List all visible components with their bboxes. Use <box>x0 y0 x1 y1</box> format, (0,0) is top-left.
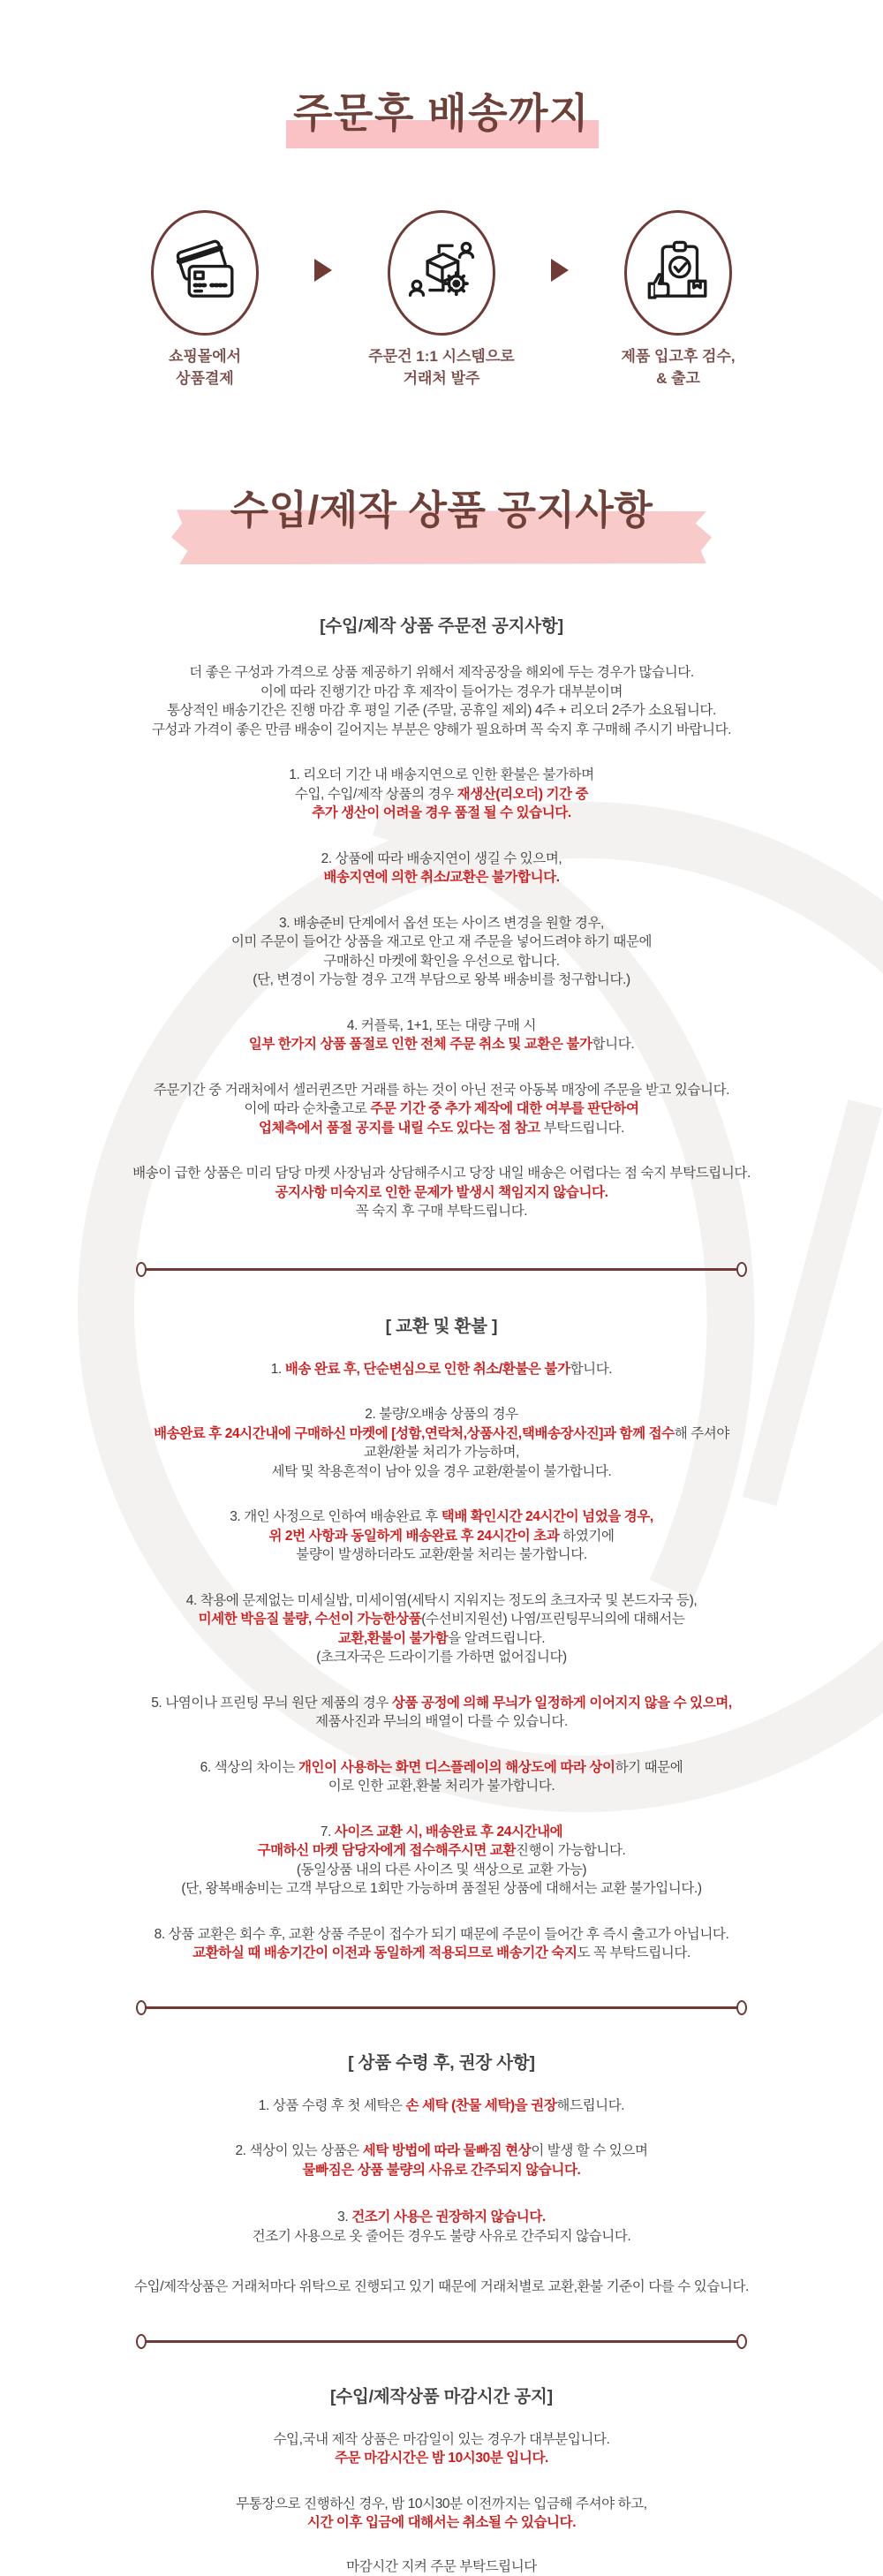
text-segment: 2. 상품에 따라 배송지연이 생길 수 있으며, <box>321 850 562 866</box>
text-segment: 물빠짐은 상품 불량의 사유로 간주되지 않습니다. <box>302 2162 581 2178</box>
step-label <box>368 346 514 389</box>
text-line <box>18 1758 865 1778</box>
divider-rule <box>146 2340 737 2343</box>
step-label-line2: 거래처 발주 <box>403 369 480 387</box>
text-segment: 주문 마감시간은 밤 10시30분 입니다. <box>335 2451 548 2466</box>
text-line <box>18 1925 865 1945</box>
text-segment: 배송지연에 의한 취소/교환은 불가합니다. <box>323 870 560 886</box>
text-segment: 배송이 급한 상품은 미리 담당 마켓 사장님과 상담해주시고 당장 내일 배송은 어렵다는 점 숙지 부탁드립니다. <box>132 1166 751 1182</box>
divider-end-dot <box>736 1262 747 1277</box>
text-line <box>18 1527 865 1546</box>
text-line <box>18 1629 865 1649</box>
text-segment: 8. 상품 교환은 회수 후, 교환 상품 주문이 접수가 되기 때문에 주문이 들어간 후 즉시 출고가 아닙니다. <box>154 1926 729 1942</box>
step-label-line2: 상품결제 <box>176 369 234 387</box>
page-title-text: 주문후 배송까지 <box>293 90 590 136</box>
text-segment: 배송완료 후 24시간내에 구매하신 마켓에 [성함,연락처,상품사진,택배송장사진]과 함께 접수 <box>154 1425 675 1441</box>
text-segment: 교환하실 때 배송기간이 이전과 동일하게 적용되므로 배송기간 숙지 <box>192 1945 577 1961</box>
text-segment: 하기 때문에 <box>615 1759 683 1775</box>
text-line <box>18 2278 865 2297</box>
text-line <box>18 952 865 971</box>
text-line <box>18 701 865 721</box>
text-segment: 해 주셔야 <box>674 1425 729 1441</box>
pre-order-notice-heading <box>18 616 865 637</box>
text-line <box>18 868 865 888</box>
deadline-item-2 <box>18 2495 865 2533</box>
text-line <box>18 850 865 869</box>
process-step-inspection <box>573 210 783 389</box>
text-segment: 합니다. <box>570 1361 613 1377</box>
exchange-item-7 <box>18 1823 865 1899</box>
step-label-line1: 제품 입고후 검수, <box>621 348 736 365</box>
text-segment: [ 상품 수령 후, 권장 사항] <box>348 2052 535 2073</box>
text-segment: 수입,국내 제작 상품은 마감일이 있는 경우가 대부분입니다. <box>273 2431 610 2447</box>
section-divider <box>136 2334 747 2349</box>
section-divider <box>136 2000 747 2015</box>
text-segment: 구매하신 마켓에 확인을 우선으로 합니다. <box>323 953 560 969</box>
text-line <box>18 1405 865 1424</box>
text-line <box>18 2449 865 2468</box>
text-line <box>18 1823 865 1842</box>
text-segment: 구매하신 마켓 담당자에게 접수해주시면 교환 <box>257 1843 517 1859</box>
text-segment: 주문 기간 중 추가 제작에 대한 여부를 판단하여 <box>370 1101 639 1117</box>
text-line <box>18 766 865 785</box>
process-step-order-system <box>336 210 547 389</box>
text-segment: 4. 착용에 문제없는 미세실밥, 미세이염(세탁시 지워지는 정도의 초크자국 및 본드자국 등), <box>185 1592 698 1608</box>
text-segment: 1. 리오더 기간 내 배송지연으로 인한 환불은 불가하며 <box>289 767 594 783</box>
step-label-line1: 주문건 1:1 시스템으로 <box>368 348 515 365</box>
text-segment: 더 좋은 구성과 가격으로 상품 제공하기 위해서 제작공장을 해외에 두는 경우가 많습니다. <box>189 665 694 681</box>
text-segment: 진행이 가능합니다. <box>516 1843 626 1859</box>
text-line <box>18 1443 865 1462</box>
urgent-shipping-paragraph <box>18 1164 865 1221</box>
text-segment: 배송 완료 후, 단순변심으로 인한 취소/환불은 불가 <box>284 1361 570 1377</box>
text-line <box>18 2208 865 2227</box>
inspection-icon <box>641 236 715 310</box>
text-segment: 교환/환불 처리가 가능하며, <box>364 1445 519 1461</box>
text-line <box>18 1016 865 1036</box>
text-segment: 택배 확인시간 24시간이 넘었을 경우, <box>441 1509 653 1525</box>
text-segment: 부탁드립니다. <box>540 1120 625 1136</box>
divider-end-dot <box>736 2000 747 2015</box>
text-line <box>18 1861 865 1880</box>
text-segment: 불량이 발생하더라도 교환/환불 처리는 불가합니다. <box>296 1547 587 1563</box>
text-segment: 1. <box>270 1361 285 1377</box>
step-circle <box>388 210 495 336</box>
pre-order-item-4 <box>18 1016 865 1054</box>
text-line <box>18 1119 865 1138</box>
text-segment: 이로 인한 교환,환불 처리가 불가합니다. <box>328 1779 555 1794</box>
text-segment: 제품사진과 무늬의 배열이 다를 수 있습니다. <box>315 1714 568 1730</box>
text-segment: 6. 색상의 차이는 <box>200 1759 298 1775</box>
text-segment: [수입/제작 상품 주문전 공지사항] <box>320 616 563 637</box>
step-circle <box>151 210 259 336</box>
text-segment: 이미 주문이 들어간 상품을 재고로 안고 재 주문을 넣어드려야 하기 때문에 <box>230 934 653 950</box>
text-line <box>18 1944 865 1963</box>
exchange-item-1 <box>18 1360 865 1379</box>
text-line <box>18 2161 865 2180</box>
text-segment: 해드립니다. <box>556 2097 625 2113</box>
text-line <box>18 971 865 990</box>
after-receipt-heading <box>18 2052 865 2074</box>
text-segment: 업체측에서 품절 공지를 내릴 수도 있다는 점 참고 <box>258 1120 540 1136</box>
text-line <box>18 804 865 823</box>
step-label <box>169 346 241 389</box>
divider-end-dot <box>736 2334 747 2349</box>
text-segment: 합니다. <box>592 1037 635 1053</box>
text-segment: 추가 생산이 어려울 경우 품절 될 수 있습니다. <box>312 805 571 821</box>
text-segment: 재생산(리오더) 기간 중 <box>457 786 589 802</box>
text-segment: 손 세탁 (찬물 세탁)을 권장 <box>405 2097 557 2113</box>
text-line <box>18 933 865 952</box>
text-line <box>18 1610 865 1629</box>
text-segment: 건조기 사용은 권장하지 않습니다. <box>351 2210 546 2225</box>
text-line <box>18 1545 865 1565</box>
text-segment: 일부 한가지 상품 품절로 인한 전체 주문 취소 및 교환은 불가 <box>248 1037 592 1053</box>
exchange-item-3 <box>18 1507 865 1565</box>
step-circle <box>624 210 732 336</box>
text-segment: 통상적인 배송기간은 진행 마감 후 평일 기준 (주말, 공휴일 제외) 4주 + 리오더 2주가 소요됩니다. <box>167 703 716 719</box>
care-item-3 <box>18 2208 865 2246</box>
text-segment: (초크자국은 드라이기를 가하면 없어집니다) <box>316 1650 567 1666</box>
text-segment: 5. 나염이나 프린팅 무늬 원단 제품의 경우 <box>151 1695 392 1711</box>
text-segment: 꼭 숙지 후 구매 부탁드립니다. <box>355 1204 528 1220</box>
text-line <box>18 1316 865 1337</box>
text-segment: 3. 개인 사정으로 인하여 배송완료 후 <box>230 1509 442 1525</box>
text-line <box>18 2096 865 2116</box>
text-segment: 2. 불량/오배송 상품의 경우 <box>365 1407 518 1423</box>
pre-order-item-3 <box>18 914 865 990</box>
text-line <box>18 1035 865 1054</box>
text-segment: 하였기에 <box>559 1528 615 1544</box>
text-segment: (단, 왕복배송비는 고객 부담으로 1회만 가능하며 품절된 상품에 대해서는 교환 불가입니다.) <box>181 1881 702 1897</box>
text-line <box>18 1360 865 1379</box>
text-line <box>18 663 865 683</box>
text-line <box>18 683 865 702</box>
text-segment: 1. 상품 수령 후 첫 세탁은 <box>258 2097 406 2113</box>
text-segment: [수입/제작상품 마감시간 공지] <box>330 2386 553 2406</box>
text-segment: 3. 배송준비 단계에서 옵션 또는 사이즈 변경을 원할 경우, <box>279 915 604 931</box>
pre-order-item-2 <box>18 850 865 888</box>
sequential-shipping-paragraph <box>18 1081 865 1138</box>
text-segment: 이에 따라 순차출고로 <box>244 1101 371 1117</box>
text-line <box>18 1081 865 1100</box>
text-segment: 미세한 박음질 불량, 수선이 가능한상품 <box>198 1612 422 1628</box>
text-line <box>18 2495 865 2514</box>
deadline-item-1 <box>18 2430 865 2468</box>
text-line <box>18 1879 865 1899</box>
text-segment: 시간 이후 입금에 대해서는 취소될 수 있습니다. <box>306 2515 577 2531</box>
text-segment: 3. <box>337 2210 352 2225</box>
text-segment: 7. <box>320 1824 335 1839</box>
text-segment: 공지사항 미숙지로 인한 문제가 발생시 책임지지 않습니다. <box>275 1184 608 1200</box>
arrow-right-icon <box>310 210 336 330</box>
notice-title-text: 수입/제작 상품 공지사항 <box>230 487 653 533</box>
text-segment: [ 교환 및 환불 ] <box>385 1316 498 1336</box>
text-segment: 세탁 방법에 따라 물빠짐 현상 <box>362 2143 532 2159</box>
text-line <box>18 2386 865 2407</box>
text-line <box>18 1462 865 1482</box>
text-segment: 수입, 수입/제작 상품의 경우 <box>294 786 457 802</box>
exchange-item-2 <box>18 1405 865 1481</box>
text-segment: 사이즈 교환 시, 배송완료 후 24시간내에 <box>334 1824 563 1839</box>
page-title <box>0 0 883 140</box>
text-line <box>18 1777 865 1796</box>
text-line <box>18 1183 865 1203</box>
text-line <box>18 1841 865 1861</box>
text-line <box>18 1507 865 1527</box>
text-line <box>18 1694 865 1713</box>
text-line <box>18 1202 865 1221</box>
text-segment: 건조기 사용으로 옷 줄어든 경우도 불량 사유로 간주되지 않습니다. <box>252 2228 631 2244</box>
process-step-payment <box>100 210 310 389</box>
consignment-paragraph <box>18 2278 865 2297</box>
text-line <box>18 2430 865 2450</box>
text-line <box>18 2227 865 2247</box>
notice-title-banner <box>0 478 883 566</box>
text-segment: (단, 변경이 가능할 경우 고객 부담으로 왕복 배송비를 청구합니다.) <box>253 972 630 988</box>
section-divider <box>136 1262 747 1277</box>
step-label-line2: & 출고 <box>656 369 700 387</box>
exchange-item-4 <box>18 1591 865 1667</box>
text-segment: 마감시간 지켜 주문 부탁드립니다 <box>346 2558 537 2574</box>
text-line <box>18 1424 865 1444</box>
exchange-item-5 <box>18 1694 865 1732</box>
text-line <box>18 2513 865 2533</box>
text-segment: 위 2번 사항과 동일하게 배송완료 후 24시간이 초과 <box>268 1528 560 1544</box>
divider-rule <box>146 1268 737 1271</box>
text-segment: 이에 따라 진행기간 마감 후 제작이 들어가는 경우가 대부분이며 <box>260 684 623 699</box>
text-segment: 이 발생 할 수 있으며 <box>531 2143 648 2159</box>
credit-card-icon <box>168 236 242 310</box>
notice-body <box>18 616 865 2576</box>
step-label-line1: 쇼핑몰에서 <box>168 348 242 365</box>
care-item-1 <box>18 2096 865 2116</box>
text-segment: 세탁 및 착용흔적이 남아 있을 경우 교환/환불이 불가합니다. <box>271 1463 612 1479</box>
text-segment: 주문기간 중 거래처에서 셀러퀸즈만 거래를 하는 것이 아닌 전국 아동복 매장에 주문을 받고 있습니다. <box>153 1082 730 1098</box>
text-line <box>18 914 865 933</box>
text-segment: (수선비지원선) 나염/프린팅무늬의에 대해서는 <box>421 1612 685 1628</box>
deadline-heading <box>18 2386 865 2407</box>
deadline-closing <box>18 2557 865 2576</box>
text-segment: 수입/제작상품은 거래처마다 위탁으로 진행되고 있기 때문에 거래처별로 교환,환불 기준이 다를 수 있습니다. <box>134 2279 749 2295</box>
text-segment: 개인이 사용하는 화면 디스플레이의 해상도에 따라 상이 <box>298 1759 615 1775</box>
text-segment: 상품 공정에 의해 무늬가 일정하게 이어지지 않을 수 있으며, <box>391 1695 732 1711</box>
text-line <box>18 785 865 805</box>
overseas-production-paragraph <box>18 663 865 739</box>
text-segment: 구성과 가격이 좋은 만큼 배송이 길어지는 부분은 양해가 필요하며 꼭 숙지 후 구매해 주시기 바랍니다. <box>151 721 732 737</box>
text-line <box>18 2557 865 2576</box>
text-line <box>18 1099 865 1119</box>
text-segment: 2. 색상이 있는 상품은 <box>235 2143 363 2159</box>
text-segment: 교환,환불이 불가함 <box>337 1630 449 1646</box>
order-process-row <box>0 210 883 389</box>
exchange-item-8 <box>18 1925 865 1963</box>
text-line <box>18 2052 865 2074</box>
exchange-item-6 <box>18 1758 865 1796</box>
care-item-2 <box>18 2142 865 2179</box>
text-segment: (동일상품 내의 다른 사이즈 및 색상으로 교환 가능) <box>296 1862 587 1877</box>
text-line <box>18 1164 865 1183</box>
text-line <box>18 721 865 740</box>
text-line <box>18 2142 865 2161</box>
order-system-icon <box>404 236 479 310</box>
text-line <box>18 1712 865 1732</box>
text-segment: 도 꼭 부탁드립니다. <box>577 1945 691 1961</box>
exchange-refund-heading <box>18 1316 865 1337</box>
arrow-right-icon <box>547 210 573 330</box>
divider-rule <box>146 2006 737 2009</box>
step-label <box>621 346 735 389</box>
text-line <box>18 616 865 637</box>
pre-order-item-1 <box>18 766 865 823</box>
text-line <box>18 1648 865 1667</box>
text-segment: 을 알려드립니다. <box>448 1630 546 1646</box>
text-segment: 4. 커플룩, 1+1, 또는 대량 구매 시 <box>346 1017 537 1033</box>
text-line <box>18 1591 865 1611</box>
text-segment: 무통장으로 진행하신 경우, 밤 10시30분 이전까지는 입금해 주셔야 하고, <box>236 2496 647 2512</box>
